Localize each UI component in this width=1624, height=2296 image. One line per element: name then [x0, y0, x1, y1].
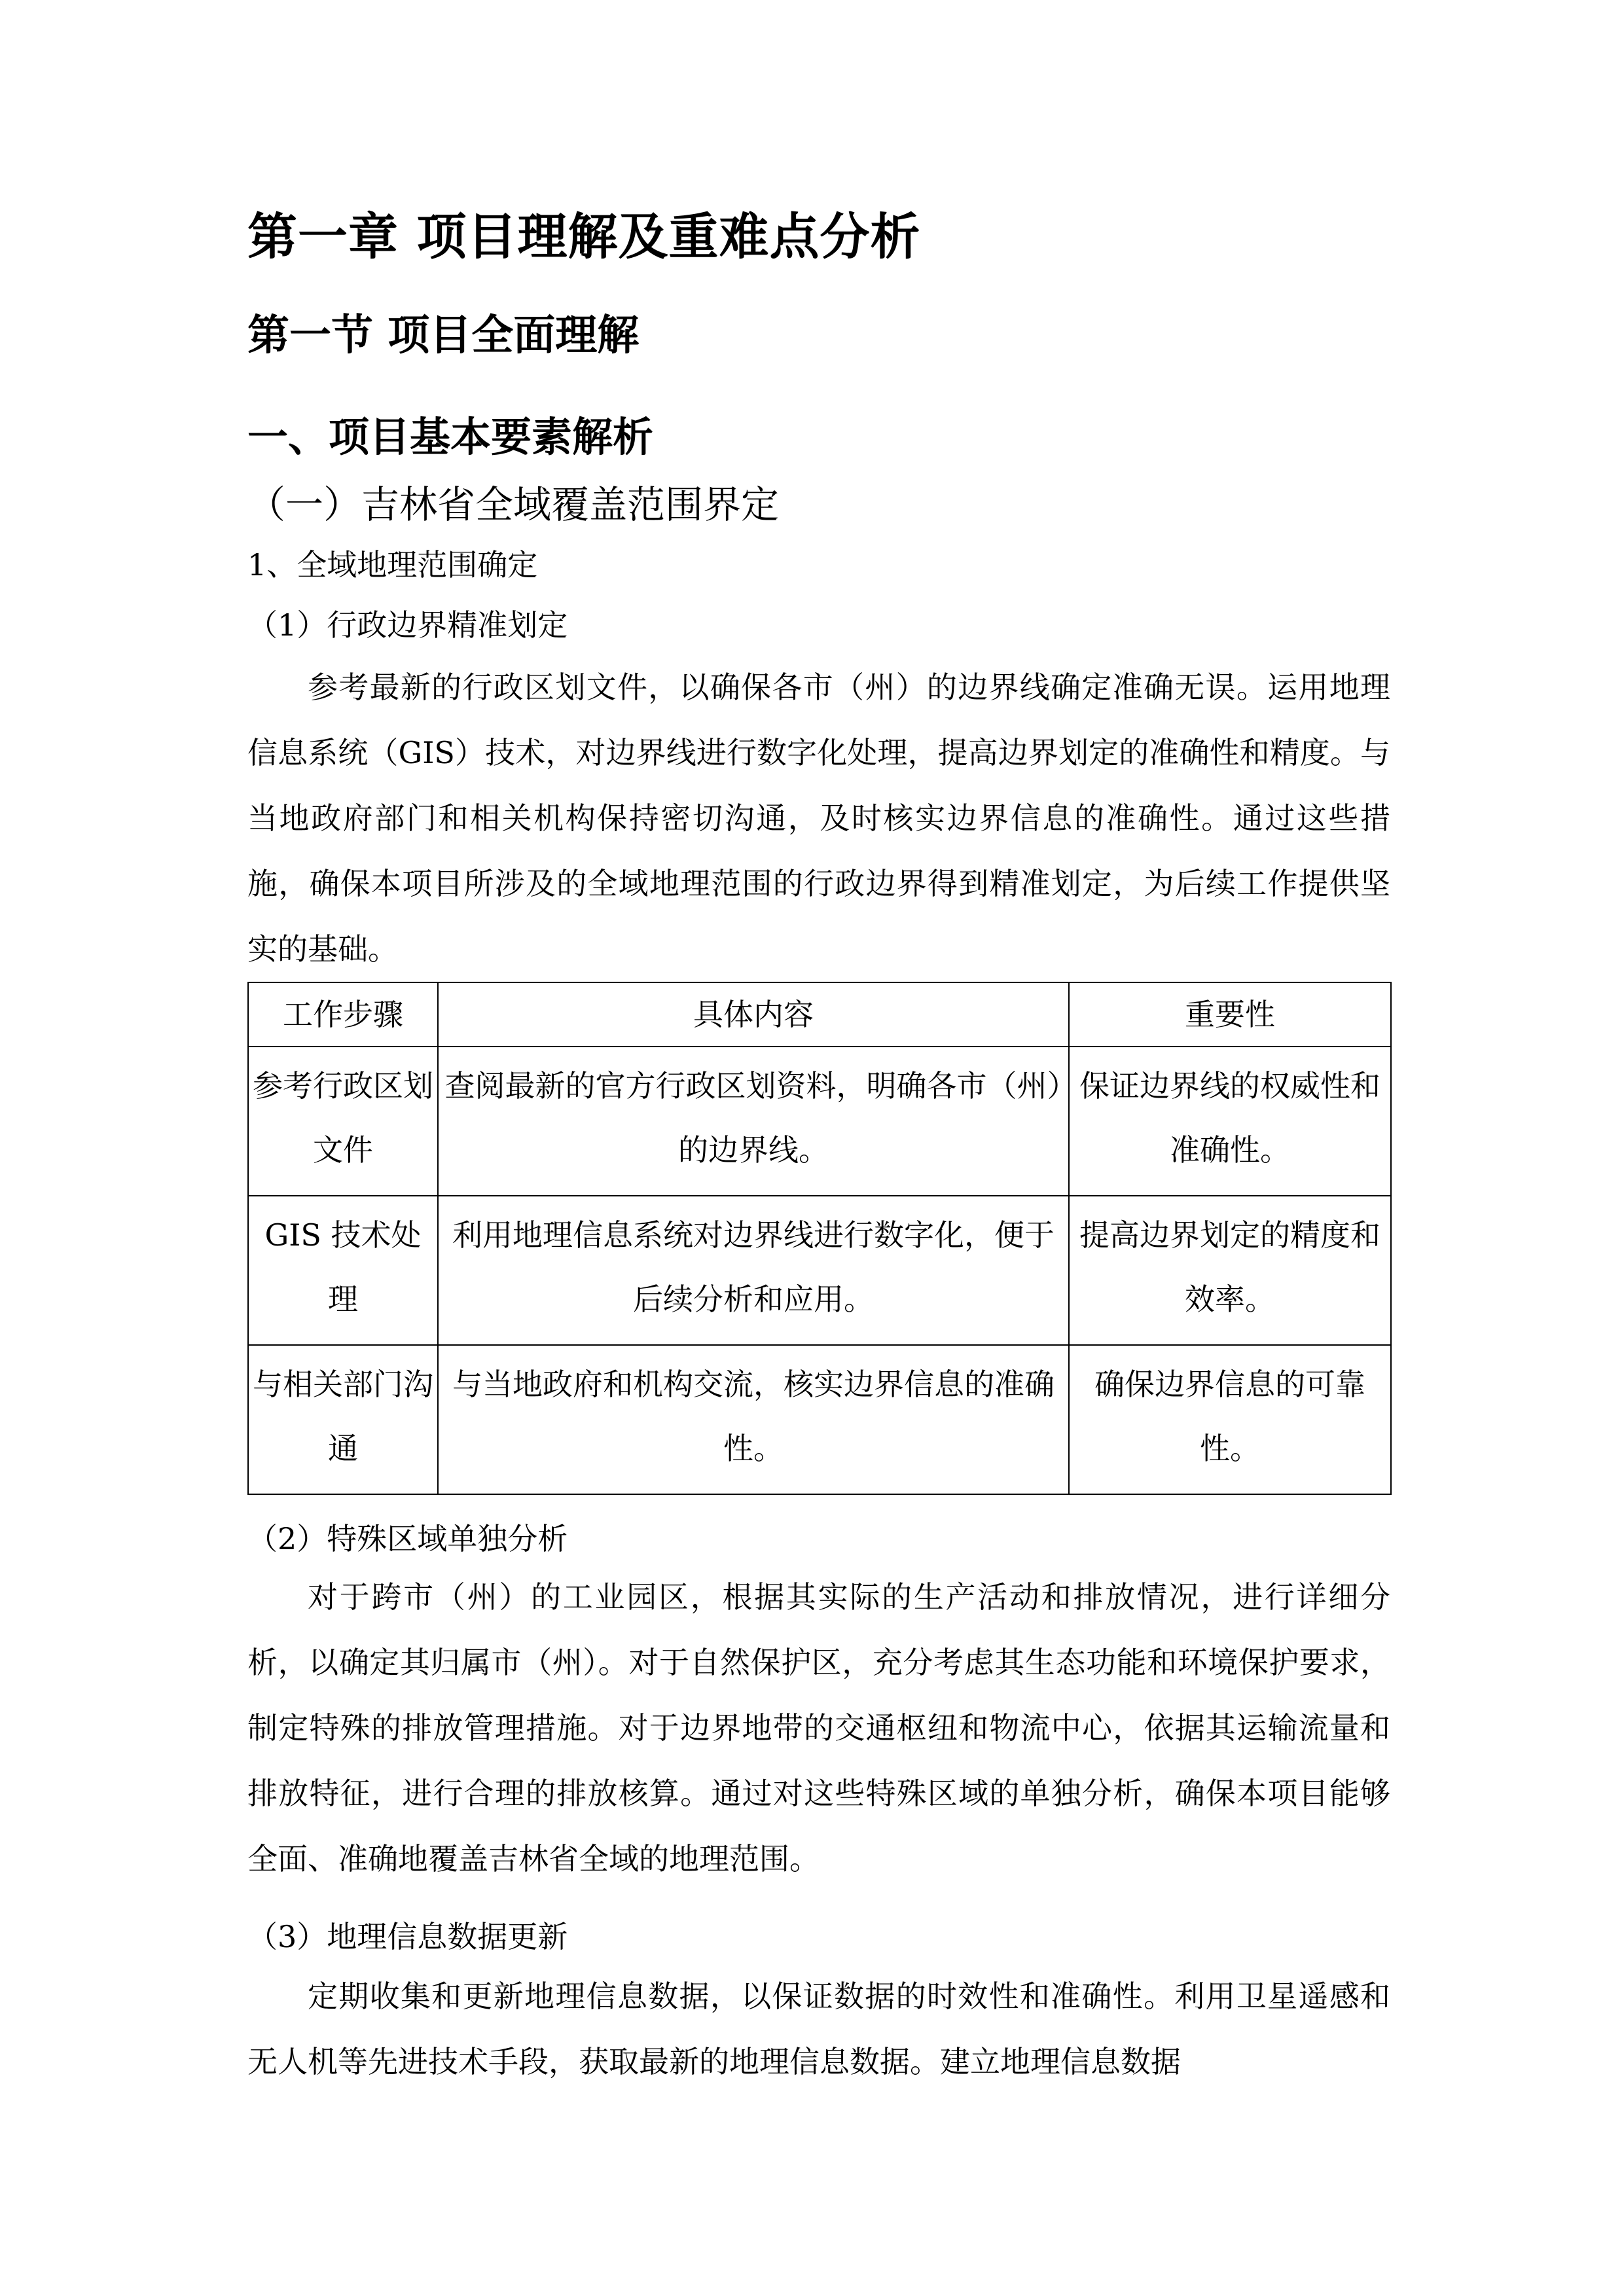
table-cell: GIS 技术处理: [248, 1196, 438, 1345]
table-cell: 保证边界线的权威性和准确性。: [1069, 1047, 1391, 1196]
table-header-row: [248, 982, 1391, 1047]
table-cell: 与当地政府和机构交流，核实边界信息的准确性。: [438, 1345, 1069, 1494]
boundary-steps-table: [247, 982, 1392, 1495]
table-cell: 与相关部门沟通: [248, 1345, 438, 1494]
item1-paragraph: 参考最新的行政区划文件，以确保各市（州）的边界线确定准确无误。运用地理信息系统（GIS）技术，对边界线进行数字化处理，提高边界划定的准确性和精度。与当地政府部门和相关机构保持密切沟通，及时核实边界信息的准确性。通过这些措施，确保本项目所涉及的全域地理范围的行政边界得到精准划定，为后续工作提供坚实的基础。: [247, 670, 1390, 967]
table-cell: 参考行政区划文件: [248, 1047, 438, 1196]
table-cell: 提高边界划定的精度和效率。: [1069, 1196, 1391, 1345]
table-header-cell: 工作步骤: [248, 982, 438, 1047]
table-row: [248, 1196, 1391, 1345]
item3-paragraph: 定期收集和更新地理信息数据，以保证数据的时效性和准确性。利用卫星遥感和无人机等先进技术手段，获取最新的地理信息数据。建立地理信息数据: [247, 1979, 1390, 2079]
table-cell: 利用地理信息系统对边界线进行数字化，便于后续分析和应用。: [438, 1196, 1069, 1345]
table-row: [248, 1345, 1391, 1494]
table-header-cell: 重要性: [1069, 982, 1391, 1047]
paren-heading: （一）吉林省全域覆盖范围界定: [247, 482, 780, 527]
table-cell: 查阅最新的官方行政区划资料，明确各市（州）的边界线。: [438, 1047, 1069, 1196]
item3-heading: （3）地理信息数据更新: [247, 1919, 568, 1954]
table-cell: 确保边界信息的可靠性。: [1069, 1345, 1391, 1494]
item1-heading: （1）行政边界精准划定: [247, 607, 568, 643]
numbered-heading: 1、全域地理范围确定: [247, 547, 538, 583]
table-row: [248, 1047, 1391, 1196]
item2-paragraph: 对于跨市（州）的工业园区，根据其实际的生产活动和排放情况，进行详细分析，以确定其归属市（州）。对于自然保护区，充分考虑其生态功能和环境保护要求，制定特殊的排放管理措施。对于边界地带的交通枢纽和物流中心，依据其运输流量和排放特征，进行合理的排放核算。通过对这些特殊区域的单独分析，确保本项目能够全面、准确地覆盖吉林省全域的地理范围。: [247, 1579, 1390, 1876]
section-title: 第一节 项目全面理解: [247, 311, 640, 360]
chapter-title: 第一章 项目理解及重难点分析: [247, 207, 921, 266]
subsection-title: 一、项目基本要素解析: [247, 413, 654, 461]
item2-heading: （2）特殊区域单独分析: [247, 1521, 568, 1556]
table-header-cell: 具体内容: [438, 982, 1069, 1047]
